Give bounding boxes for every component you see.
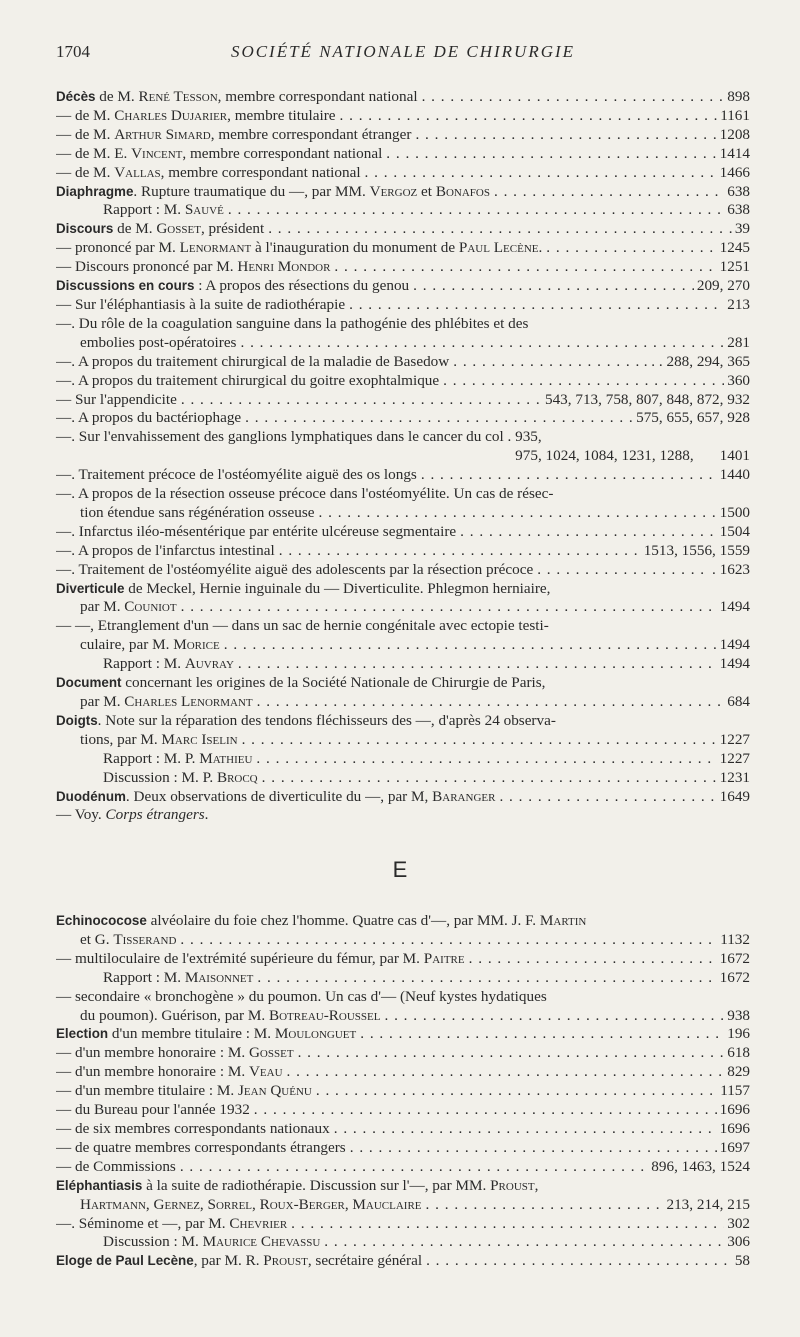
- section-letter: E: [392, 857, 408, 882]
- page-ref: 58: [734, 1252, 750, 1270]
- index-entry: Duodénum. Deux observations de diverticulite du —, par M, Baranger . . . 1649: [56, 788, 750, 807]
- index-entry: Document concernant les origines de la Société Nationale de Chirurgie de Paris,: [56, 674, 546, 692]
- page-ref: 1504: [719, 522, 750, 540]
- page-ref: 938: [727, 1006, 750, 1024]
- page-ref: 1696: [719, 1101, 750, 1119]
- index-entry: — d'un membre honoraire : M. Veau . . . 829: [56, 1063, 750, 1082]
- index-subentry: Discussion : M. P. Brocq . . . 1231: [56, 769, 750, 788]
- index-entry: Discours de M. Gosset, président . . . 39: [56, 220, 750, 239]
- index-entry: Discussions en cours : A propos des résections du genou . . . 209, 270: [56, 277, 750, 296]
- page-ref: 684: [727, 693, 750, 710]
- index-entry-continuation: embolies post-opératoires . . . 281: [56, 334, 750, 353]
- index-entry: Diaphragme. Rupture traumatique du —, par MM. Vergoz et Bonafos . . . 638: [56, 183, 750, 202]
- page-ref: 1466: [719, 163, 750, 181]
- index-entry-continuation: par M. Charles Lenormant . . . 684: [56, 693, 750, 712]
- page-ref: 209, 270: [696, 277, 750, 295]
- page-ref: 1245: [719, 239, 750, 257]
- page-ref: 1157: [720, 1082, 750, 1100]
- index-entry: —. A propos du traitement chirurgical du goitre exophtalmique . . . 360: [56, 372, 750, 391]
- page-ref: 1513, 1556, 1559: [643, 541, 750, 559]
- page-ref: 1401: [719, 447, 750, 465]
- index-entry: — Sur l'appendicite . . . 543, 713, 758, 807, 848, 872, 932: [56, 391, 750, 410]
- page-ref: 1132: [720, 930, 750, 948]
- page-ref: 1672: [719, 968, 750, 986]
- index-entry-continuation: tions, par M. Marc Iselin . . . 1227: [56, 731, 750, 750]
- index-entry-continuation: tion étendue sans régénération osseuse . . . 1500: [56, 504, 750, 523]
- page-ref: 213, 214, 215: [666, 1195, 750, 1213]
- index-entry: —. Traitement précoce de l'ostéomyélite aiguë des os longs . . . 1440: [56, 466, 750, 485]
- page-ref: 638: [727, 201, 750, 219]
- page-ref: 1208: [719, 125, 750, 143]
- running-title: SOCIÉTÉ NATIONALE DE CHIRURGIE: [230, 42, 576, 61]
- page-ref: 543, 713, 758, 807, 848, 872, 932: [544, 390, 750, 408]
- index-subentry: Discussion : M. Maurice Chevassu . . . 306: [56, 1233, 750, 1252]
- page-ref: 302: [727, 1214, 750, 1232]
- index-entry: Eléphantiasis à la suite de radiothérapie. Discussion sur l'—, par MM. Proust,: [56, 1176, 539, 1194]
- index-entry: Election d'un membre titulaire : M. Moulonguet . . . 196: [56, 1025, 750, 1044]
- page-ref: 196: [727, 1025, 750, 1043]
- index-entry: Diverticule de Meckel, Hernie inguinale du — Diverticulite. Phlegmon herniaire,: [56, 579, 551, 597]
- index-entry: —. Sur l'envahissement des ganglions lymphatiques dans le cancer du col . 935,: [56, 428, 542, 446]
- page-ref: 1227: [719, 749, 750, 767]
- index-entry: Doigts. Note sur la réparation des tendons fléchisseurs des —, d'après 24 observa-: [56, 711, 556, 729]
- page-ref: . 1623: [712, 560, 750, 578]
- page-ref: 1500: [719, 503, 750, 521]
- page-ref: 1672: [719, 949, 750, 967]
- page-ref: 575, 655, 657, 928: [636, 409, 750, 427]
- index-entry: — Discours prononcé par M. Henri Mondor . . . 1251: [56, 258, 750, 277]
- index-entry: — de Commissions . . . 896, 1463, 1524: [56, 1158, 750, 1177]
- page-ref: 1227: [719, 730, 750, 748]
- page-ref: 1414: [719, 144, 750, 162]
- index-entry: — d'un membre honoraire : M. Gosset . . . 618: [56, 1044, 750, 1063]
- page-ref: 281: [727, 333, 750, 351]
- index-entry: —. A propos du bactériophage . . . 575, 655, 657, 928: [56, 409, 750, 428]
- index-entry-continuation: et G. Tisserand . . . 1132: [56, 931, 750, 950]
- page-ref: 1696: [719, 1119, 750, 1137]
- page-ref: 829: [727, 1063, 750, 1081]
- index-entry: — de M. Charles Dujarier, membre titulaire . . . 1161: [56, 107, 750, 126]
- page-ref: 1440: [719, 466, 750, 484]
- page-ref: 1251: [719, 258, 750, 276]
- index-entry: Décès de M. René Tesson, membre correspondant national . . . 898: [56, 88, 750, 107]
- index-entry: — Voy. Corps étrangers.: [56, 806, 209, 824]
- page-ref: 1494: [719, 636, 750, 654]
- index-entry: —. Traitement de l'ostéomyélite aiguë des adolescents par la résection précoce . . . . 1623: [56, 561, 750, 580]
- page-ref: 1161: [720, 106, 750, 124]
- page-ref: 1697: [719, 1138, 750, 1156]
- index-entry: —. A propos de l'infarctus intestinal . . . 1513, 1556, 1559: [56, 542, 750, 561]
- index-entry: — prononcé par M. Lenormant à l'inauguration du monument de Paul Lecène. . . . 1245: [56, 239, 750, 258]
- index-entry: — Sur l'éléphantiasis à la suite de radiothérapie . . . 213: [56, 296, 750, 315]
- page-ref: 896, 1463, 1524: [651, 1157, 750, 1175]
- index-entry: —. Séminome et —, par M. Chevrier . . . 302: [56, 1215, 750, 1234]
- index-subentry: Rapport : M. Sauvé . . . 638: [56, 201, 750, 220]
- index-entry-continuation: Hartmann, Gernez, Sorrel, Roux-Berger, Mauclaire . . . 213, 214, 215: [56, 1196, 750, 1215]
- page-ref: . . . 288, 294, 365: [643, 352, 750, 370]
- index-entry: — de quatre membres correspondants étrangers . . . 1697: [56, 1139, 750, 1158]
- page-ref: 213: [727, 295, 750, 313]
- index-entry: Eloge de Paul Lecène, par M. R. Proust, secrétaire général . . . 58: [56, 1252, 750, 1271]
- index-entry: — de M. E. Vincent, membre correspondant national . . . 1414: [56, 145, 750, 164]
- index-entry: — de six membres correspondants nationaux . . . 1696: [56, 1120, 750, 1139]
- page-ref: 1494: [719, 655, 750, 673]
- index-entry: — secondaire « bronchogène » du poumon. Un cas d'— (Neuf kystes hydatiques: [56, 987, 547, 1005]
- index-subentry: Rapport : M. Auvray . . . 1494: [56, 655, 750, 674]
- index-entry: — multiloculaire de l'extrémité supérieure du fémur, par M. Paitre . . . 1672: [56, 950, 750, 969]
- page-ref: 638: [727, 182, 750, 200]
- index-entry: — d'un membre titulaire : M. Jean Quénu . . . 1157: [56, 1082, 750, 1101]
- index-entry: — du Bureau pour l'année 1932 . . . 1696: [56, 1101, 750, 1120]
- index-entry: —. Du rôle de la coagulation sanguine dans la pathogénie des phlébites et des: [56, 314, 529, 332]
- index-entry: — —, Etranglement d'un — dans un sac de hernie congénitale avec ectopie testi-: [56, 617, 549, 635]
- page-ref: 360: [727, 371, 750, 389]
- index-subentry: Rapport : M. Maisonnet . . . 1672: [56, 969, 750, 988]
- page-ref: 898: [727, 88, 750, 105]
- index-entry-continuation: du poumon). Guérison, par M. Botreau-Roussel . . . 938: [56, 1007, 750, 1026]
- index-entry: —. A propos du traitement chirurgical de la maladie de Basedow . . . . . . 288, 294, 365: [56, 353, 750, 372]
- page-header: [56, 42, 750, 66]
- index-entry: — de M. Vallas, membre correspondant national . . . 1466: [56, 164, 750, 183]
- index-entry-continuation: culaire, par M. Morice . . . 1494: [56, 636, 750, 655]
- index-entry: —. Infarctus iléo-mésentérique par entérite ulcéreuse segmentaire . . . 1504: [56, 523, 750, 542]
- page-number: 1704: [56, 42, 90, 61]
- page-ref: 1649: [719, 787, 750, 805]
- index-entry-continuation: 975, 1024, 1084, 1231, 1288, 1401: [515, 447, 750, 465]
- page-ref: 1231: [719, 768, 750, 786]
- index-entry: Echinococose alvéolaire du foie chez l'homme. Quatre cas d'—, par MM. J. F. Martin: [56, 912, 587, 929]
- index-subentry: Rapport : M. P. Mathieu . . . 1227: [56, 750, 750, 769]
- page-ref: 1494: [719, 598, 750, 616]
- index-entry-continuation: par M. Couniot . . . 1494: [56, 598, 750, 617]
- index-section-e: [56, 912, 750, 1271]
- index-entry: —. A propos de la résection osseuse précoce dans l'ostéomyélite. Un cas de résec-: [56, 485, 554, 503]
- index-entry: — de M. Arthur Simard, membre correspondant étranger . . . 1208: [56, 126, 750, 145]
- page-ref: 618: [727, 1044, 750, 1062]
- index-section-d: [56, 88, 750, 825]
- page-ref: 306: [727, 1233, 750, 1251]
- page-ref: 39: [734, 220, 750, 238]
